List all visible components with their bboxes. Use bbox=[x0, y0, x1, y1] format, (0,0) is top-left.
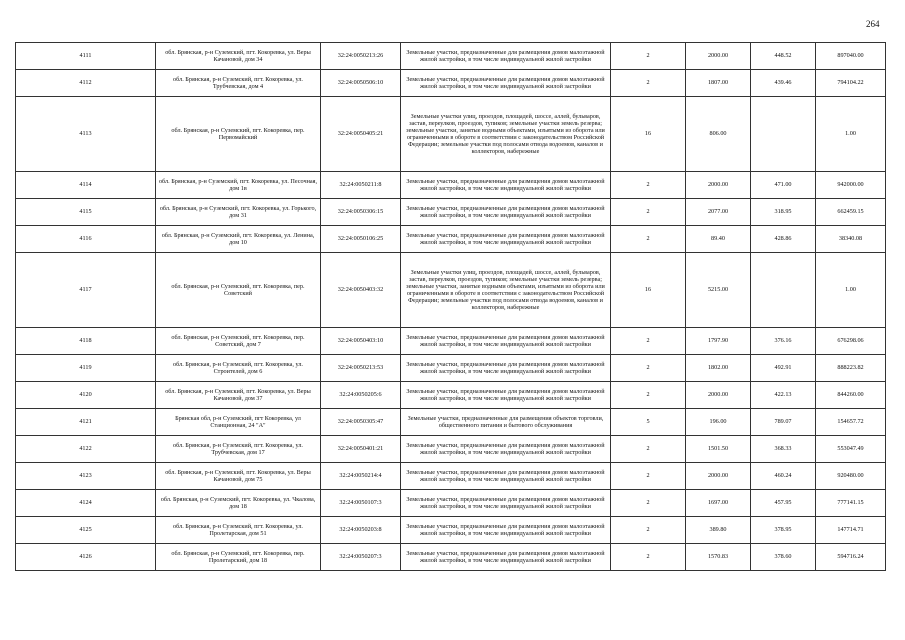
group-cell: 2 bbox=[611, 382, 686, 409]
table-row bbox=[16, 382, 886, 409]
table-row bbox=[16, 199, 886, 226]
table-row bbox=[16, 97, 886, 172]
row-number: 4117 bbox=[16, 253, 156, 328]
land-use-cell: Земельные участки, предназначенные для размещения домов малоэтажной жилой застройки, в том числе индивидуальной жилой застройки bbox=[401, 172, 611, 199]
cadastral-number-cell: 32:24:0050214:4 bbox=[321, 463, 401, 490]
cadastral-number-cell: 32:24:0050107:3 bbox=[321, 490, 401, 517]
cadastral-number-cell: 32:24:0050211:8 bbox=[321, 172, 401, 199]
area-cell: 5215.00 bbox=[686, 253, 751, 328]
land-use-cell: Земельные участки, предназначенные для размещения объектов торговли, общественного питания и бытового обслуживания bbox=[401, 409, 611, 436]
table-row bbox=[16, 253, 886, 328]
address-cell: обл. Брянская, р-н Суземский, пгт. Кокоревка, ул. Строителей, дом 6 bbox=[156, 355, 321, 382]
area-cell: 389.80 bbox=[686, 517, 751, 544]
cadastral-value-cell: 1.00 bbox=[816, 97, 886, 172]
row-number: 4116 bbox=[16, 226, 156, 253]
cadastral-number-cell: 32:24:0050207:3 bbox=[321, 544, 401, 571]
cadastral-value-cell: 1.00 bbox=[816, 253, 886, 328]
land-use-cell: Земельные участки, предназначенные для размещения домов малоэтажной жилой застройки, в том числе индивидуальной жилой застройки bbox=[401, 463, 611, 490]
address-cell: обл. Брянская, р-н Суземский, пгт. Кокоревка, пер. Первомайский bbox=[156, 97, 321, 172]
specific-value-cell: 457.95 bbox=[751, 490, 816, 517]
table-row bbox=[16, 409, 886, 436]
land-use-cell: Земельные участки, предназначенные для размещения домов малоэтажной жилой застройки, в том числе индивидуальной жилой застройки bbox=[401, 490, 611, 517]
specific-value-cell: 492.91 bbox=[751, 355, 816, 382]
land-use-cell: Земельные участки улиц, проездов, площадей, шоссе, аллей, бульваров, застав, переулков, проездов, тупиков; земельные участки земель резерва; земельные участки, занятые водными объектами, изъятыми из оборота или ограниченными в обороте в соответствии с законодательством Российской Федерации; земельные участки под полосами отвода водоемов, каналов и коллекторов, набережные bbox=[401, 253, 611, 328]
cadastral-number-cell: 32:24:0050401:21 bbox=[321, 436, 401, 463]
area-cell: 1802.00 bbox=[686, 355, 751, 382]
cadastral-value-cell: 888223.82 bbox=[816, 355, 886, 382]
specific-value-cell: 368.33 bbox=[751, 436, 816, 463]
land-use-cell: Земельные участки, предназначенные для размещения домов малоэтажной жилой застройки, в том числе индивидуальной жилой застройки bbox=[401, 226, 611, 253]
group-cell: 2 bbox=[611, 226, 686, 253]
group-cell: 2 bbox=[611, 490, 686, 517]
cadastral-value-cell: 154657.72 bbox=[816, 409, 886, 436]
land-use-cell: Земельные участки улиц, проездов, площадей, шоссе, аллей, бульваров, застав, переулков, проездов, тупиков; земельные участки земель резерва; земельные участки, занятые водными объектами, изъятыми из оборота или ограниченными в обороте в соответствии с законодательством Российской Федерации; земельные участки под полосами отвода водоемов, каналов и коллекторов, набережные bbox=[401, 97, 611, 172]
cadastral-value-cell: 38340.08 bbox=[816, 226, 886, 253]
table-row bbox=[16, 544, 886, 571]
area-cell: 2000.00 bbox=[686, 382, 751, 409]
cadastral-number-cell: 32:24:0050203:8 bbox=[321, 517, 401, 544]
address-cell: обл. Брянская, р-н Суземский, пгт. Кокоревка, ул. Трубчевская, дом 17 bbox=[156, 436, 321, 463]
cadastral-number-cell: 32:24:0050306:15 bbox=[321, 199, 401, 226]
row-number: 4120 bbox=[16, 382, 156, 409]
specific-value-cell: 789.07 bbox=[751, 409, 816, 436]
group-cell: 16 bbox=[611, 253, 686, 328]
group-cell: 2 bbox=[611, 70, 686, 97]
specific-value-cell: 448.52 bbox=[751, 43, 816, 70]
address-cell: обл. Брянская, р-н Суземский, пгт. Кокоревка, ул. Ленина, дом 10 bbox=[156, 226, 321, 253]
group-cell: 2 bbox=[611, 172, 686, 199]
group-cell: 2 bbox=[611, 436, 686, 463]
land-use-cell: Земельные участки, предназначенные для размещения домов малоэтажной жилой застройки, в том числе индивидуальной жилой застройки bbox=[401, 328, 611, 355]
row-number: 4119 bbox=[16, 355, 156, 382]
row-number: 4112 bbox=[16, 70, 156, 97]
specific-value-cell: 318.95 bbox=[751, 199, 816, 226]
specific-value-cell bbox=[751, 97, 816, 172]
area-cell: 1797.90 bbox=[686, 328, 751, 355]
address-cell: обл. Брянская, р-н Суземский, пгт. Кокоревка, ул. Горького, дом 31 bbox=[156, 199, 321, 226]
table-row bbox=[16, 328, 886, 355]
cadastral-value-cell: 920480.00 bbox=[816, 463, 886, 490]
address-cell: обл. Брянская, р-н Суземский, пгт. Кокоревка, ул. Чкалова, дом 18 bbox=[156, 490, 321, 517]
group-cell: 2 bbox=[611, 463, 686, 490]
cadastral-number-cell: 32:24:0050213:53 bbox=[321, 355, 401, 382]
land-use-cell: Земельные участки, предназначенные для размещения домов малоэтажной жилой застройки, в том числе индивидуальной жилой застройки bbox=[401, 517, 611, 544]
cadastral-value-cell: 147714.71 bbox=[816, 517, 886, 544]
table-row bbox=[16, 463, 886, 490]
group-cell: 5 bbox=[611, 409, 686, 436]
row-number: 4126 bbox=[16, 544, 156, 571]
group-cell: 2 bbox=[611, 544, 686, 571]
cadastral-value-cell: 777141.15 bbox=[816, 490, 886, 517]
area-cell: 2077.00 bbox=[686, 199, 751, 226]
cadastral-value-cell: 844260.00 bbox=[816, 382, 886, 409]
cadastral-number-cell: 32:24:0050403:10 bbox=[321, 328, 401, 355]
table-row bbox=[16, 43, 886, 70]
group-cell: 2 bbox=[611, 355, 686, 382]
cadastral-number-cell: 32:24:0050405:21 bbox=[321, 97, 401, 172]
address-cell: обл. Брянская, р-н Суземский, пгт. Кокоревка, ул. Веры Качановой, дом 75 bbox=[156, 463, 321, 490]
row-number: 4124 bbox=[16, 490, 156, 517]
cadastral-number-cell: 32:24:0050205:6 bbox=[321, 382, 401, 409]
area-cell: 1807.00 bbox=[686, 70, 751, 97]
land-use-cell: Земельные участки, предназначенные для размещения домов малоэтажной жилой застройки, в том числе индивидуальной жилой застройки bbox=[401, 436, 611, 463]
group-cell: 2 bbox=[611, 199, 686, 226]
cadastral-value-cell: 594716.24 bbox=[816, 544, 886, 571]
land-use-cell: Земельные участки, предназначенные для размещения домов малоэтажной жилой застройки, в том числе индивидуальной жилой застройки bbox=[401, 199, 611, 226]
group-cell: 2 bbox=[611, 517, 686, 544]
specific-value-cell: 471.00 bbox=[751, 172, 816, 199]
row-number: 4115 bbox=[16, 199, 156, 226]
address-cell: обл. Брянская, р-н Суземский, пгт. Кокоревка, ул. Пролетарская, дом 51 bbox=[156, 517, 321, 544]
cadastral-value-table bbox=[15, 42, 886, 571]
address-cell: обл. Брянская, р-н Суземский, пгт. Кокоревка, ул. Веры Качановой, дом 34 bbox=[156, 43, 321, 70]
land-use-cell: Земельные участки, предназначенные для размещения домов малоэтажной жилой застройки, в том числе индивидуальной жилой застройки bbox=[401, 382, 611, 409]
row-number: 4113 bbox=[16, 97, 156, 172]
area-cell: 1501.50 bbox=[686, 436, 751, 463]
group-cell: 2 bbox=[611, 43, 686, 70]
specific-value-cell: 460.24 bbox=[751, 463, 816, 490]
cadastral-number-cell: 32:24:0050506:10 bbox=[321, 70, 401, 97]
area-cell: 89.40 bbox=[686, 226, 751, 253]
address-cell: Брянская обл, р-н Суземский, пгт Кокоревка, ул Станционная, 24 "А" bbox=[156, 409, 321, 436]
row-number: 4111 bbox=[16, 43, 156, 70]
specific-value-cell: 378.95 bbox=[751, 517, 816, 544]
address-cell: обл. Брянская, р-н Суземский, пгт. Кокоревка, пер. Пролетарский, дом 18 bbox=[156, 544, 321, 571]
land-use-cell: Земельные участки, предназначенные для размещения домов малоэтажной жилой застройки, в том числе индивидуальной жилой застройки bbox=[401, 43, 611, 70]
cadastral-value-cell: 553047.49 bbox=[816, 436, 886, 463]
address-cell: обл. Брянская, р-н Суземский, пгт. Кокоревка, пер. Советский, дом 7 bbox=[156, 328, 321, 355]
table-row bbox=[16, 490, 886, 517]
land-use-cell: Земельные участки, предназначенные для размещения домов малоэтажной жилой застройки, в том числе индивидуальной жилой застройки bbox=[401, 544, 611, 571]
land-use-cell: Земельные участки, предназначенные для размещения домов малоэтажной жилой застройки, в том числе индивидуальной жилой застройки bbox=[401, 70, 611, 97]
area-cell: 1697.00 bbox=[686, 490, 751, 517]
cadastral-value-cell: 794104.22 bbox=[816, 70, 886, 97]
area-cell: 806.00 bbox=[686, 97, 751, 172]
cadastral-number-cell: 32:24:0050213:26 bbox=[321, 43, 401, 70]
address-cell: обл. Брянская, р-н Суземский, пгт. Кокоревка, пер. Советский bbox=[156, 253, 321, 328]
group-cell: 16 bbox=[611, 97, 686, 172]
row-number: 4122 bbox=[16, 436, 156, 463]
page-number: 264 bbox=[866, 19, 880, 29]
row-number: 4114 bbox=[16, 172, 156, 199]
specific-value-cell: 378.60 bbox=[751, 544, 816, 571]
table-body bbox=[16, 43, 886, 571]
cadastral-value-cell: 897040.00 bbox=[816, 43, 886, 70]
specific-value-cell: 422.13 bbox=[751, 382, 816, 409]
row-number: 4125 bbox=[16, 517, 156, 544]
specific-value-cell: 428.86 bbox=[751, 226, 816, 253]
address-cell: обл. Брянская, р-н Суземский, пгт. Кокоревка, ул. Трубчевская, дом 4 bbox=[156, 70, 321, 97]
cadastral-value-cell: 662459.15 bbox=[816, 199, 886, 226]
area-cell: 2000.00 bbox=[686, 43, 751, 70]
table-row bbox=[16, 226, 886, 253]
row-number: 4121 bbox=[16, 409, 156, 436]
table-row bbox=[16, 355, 886, 382]
table-row bbox=[16, 172, 886, 199]
cadastral-number-cell: 32:24:0050106:25 bbox=[321, 226, 401, 253]
area-cell: 196.00 bbox=[686, 409, 751, 436]
row-number: 4123 bbox=[16, 463, 156, 490]
area-cell: 2000.00 bbox=[686, 463, 751, 490]
table-row bbox=[16, 70, 886, 97]
row-number: 4118 bbox=[16, 328, 156, 355]
cadastral-number-cell: 32:24:0050305:47 bbox=[321, 409, 401, 436]
cadastral-value-cell: 676298.06 bbox=[816, 328, 886, 355]
area-cell: 2000.00 bbox=[686, 172, 751, 199]
group-cell: 2 bbox=[611, 328, 686, 355]
address-cell: обл. Брянская, р-н Суземский, пгт. Кокоревка, ул. Веры Качановой, дом 37 bbox=[156, 382, 321, 409]
address-cell: обл. Брянская, р-н Суземский, пгт. Кокоревка, ул. Песочная, дом 1в bbox=[156, 172, 321, 199]
area-cell: 1570.83 bbox=[686, 544, 751, 571]
specific-value-cell bbox=[751, 253, 816, 328]
specific-value-cell: 439.46 bbox=[751, 70, 816, 97]
table-row bbox=[16, 517, 886, 544]
cadastral-number-cell: 32:24:0050403:32 bbox=[321, 253, 401, 328]
land-use-cell: Земельные участки, предназначенные для размещения домов малоэтажной жилой застройки, в том числе индивидуальной жилой застройки bbox=[401, 355, 611, 382]
cadastral-value-cell: 942000.00 bbox=[816, 172, 886, 199]
table-row bbox=[16, 436, 886, 463]
specific-value-cell: 376.16 bbox=[751, 328, 816, 355]
